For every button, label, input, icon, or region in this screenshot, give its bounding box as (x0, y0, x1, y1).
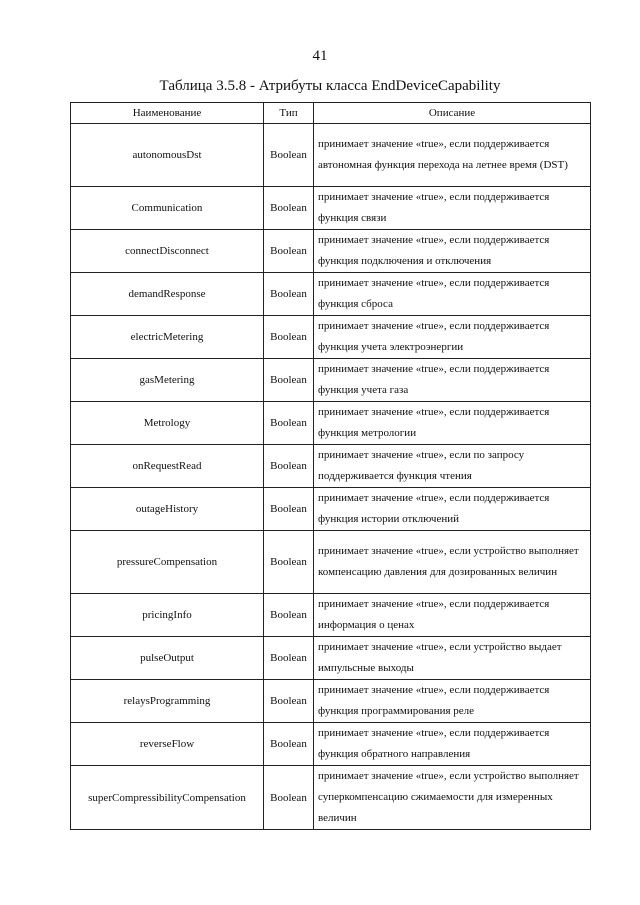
attribute-description: принимает значение «true», если поддерживается функция метрологии (314, 402, 591, 445)
table-row (71, 488, 591, 531)
attribute-name: Communication (71, 187, 264, 230)
table-row (71, 316, 591, 359)
header-type: Тип (264, 103, 314, 124)
table-row (71, 531, 591, 594)
attribute-name: electricMetering (71, 316, 264, 359)
attribute-description: принимает значение «true», если устройство выдает импульсные выходы (314, 637, 591, 680)
header-name: Наименование (71, 103, 264, 124)
attribute-description: принимает значение «true», если по запросу поддерживается функция чтения (314, 445, 591, 488)
attribute-name: demandResponse (71, 273, 264, 316)
attribute-description: принимает значение «true», если поддерживается функция истории отключений (314, 488, 591, 531)
attribute-type: Boolean (264, 230, 314, 273)
table-row (71, 273, 591, 316)
attribute-type: Boolean (264, 124, 314, 187)
attribute-name: reverseFlow (71, 723, 264, 766)
table-row (71, 766, 591, 830)
attribute-type: Boolean (264, 359, 314, 402)
attribute-description: принимает значение «true», если поддерживается функция обратного направления (314, 723, 591, 766)
attribute-name: outageHistory (71, 488, 264, 531)
table-row (71, 359, 591, 402)
table-row (71, 680, 591, 723)
attribute-type: Boolean (264, 445, 314, 488)
attribute-type: Boolean (264, 637, 314, 680)
attribute-type: Boolean (264, 273, 314, 316)
attribute-name: gasMetering (71, 359, 264, 402)
attribute-description: принимает значение «true», если поддерживается функция программирования реле (314, 680, 591, 723)
attribute-name: pricingInfo (71, 594, 264, 637)
attribute-description: принимает значение «true», если поддерживается информация о ценах (314, 594, 591, 637)
table-header-row (71, 103, 591, 124)
attribute-name: autonomousDst (71, 124, 264, 187)
attribute-name: pressureCompensation (71, 531, 264, 594)
attribute-type: Boolean (264, 488, 314, 531)
page-number: 41 (312, 48, 328, 64)
attribute-description: принимает значение «true», если устройство выполняет суперкомпенсацию сжимаемости для измеренных величин (314, 766, 591, 830)
attribute-type: Boolean (264, 680, 314, 723)
attribute-description: принимает значение «true», если поддерживается функция сброса (314, 273, 591, 316)
table-row (71, 594, 591, 637)
attribute-type: Boolean (264, 766, 314, 830)
table-row (71, 637, 591, 680)
attribute-description: принимает значение «true», если устройство выполняет компенсацию давления для дозированных величин (314, 531, 591, 594)
attribute-name: superCompressibilityCompensation (71, 766, 264, 830)
table-row (71, 445, 591, 488)
attribute-name: onRequestRead (71, 445, 264, 488)
attribute-type: Boolean (264, 723, 314, 766)
attribute-type: Boolean (264, 594, 314, 637)
table-row (71, 402, 591, 445)
attribute-description: принимает значение «true», если поддерживается функция учета газа (314, 359, 591, 402)
attribute-type: Boolean (264, 402, 314, 445)
attribute-name: connectDisconnect (71, 230, 264, 273)
attribute-description: принимает значение «true», если поддерживается функция учета электроэнергии (314, 316, 591, 359)
table-caption: Таблица 3.5.8 - Атрибуты класса EndDeviceCapability (159, 78, 501, 94)
table-row (71, 723, 591, 766)
attribute-description: принимает значение «true», если поддерживается автономная функция перехода на летнее время (DST) (314, 124, 591, 187)
attribute-type: Boolean (264, 531, 314, 594)
attributes-table (70, 102, 591, 830)
attribute-description: принимает значение «true», если поддерживается функция подключения и отключения (314, 230, 591, 273)
attribute-name: pulseOutput (71, 637, 264, 680)
table-row (71, 124, 591, 187)
attribute-type: Boolean (264, 316, 314, 359)
attribute-name: relaysProgramming (71, 680, 264, 723)
table-row (71, 230, 591, 273)
header-description: Описание (314, 103, 591, 124)
attribute-description: принимает значение «true», если поддерживается функция связи (314, 187, 591, 230)
attribute-name: Metrology (71, 402, 264, 445)
attribute-type: Boolean (264, 187, 314, 230)
table-row (71, 187, 591, 230)
